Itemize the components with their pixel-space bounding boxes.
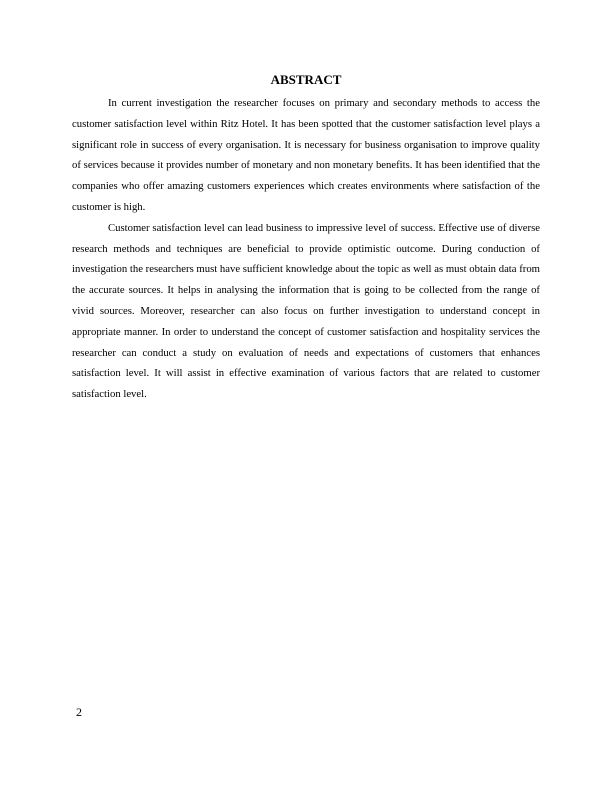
abstract-heading: ABSTRACT [270,72,342,87]
page-number: 2 [76,705,82,719]
abstract-paragraph-2: Customer satisfaction level can lead business to impressive level of success. Effective use of diverse research methods and techniques are beneficial to provide optimistic outcome. During conduction of investigation the researchers must have sufficient knowledge about the topic as well as must obtain data from the accurate sources. It helps in analysing the information that is going to be collected from the range of vivid sources. Moreover, researcher can also focus on further investigation to understand concept in appropriate manner. In order to understand the concept of customer satisfaction and hospitality services the researcher can conduct a study on evaluation of needs and expectations of customers that enhances satisfaction level. It will assist in effective examination of various factors that are related to customer satisfaction level. [72,221,540,401]
abstract-body [72,93,540,405]
abstract-paragraph-1: In current investigation the researcher focuses on primary and secondary methods to access the customer satisfaction level within Ritz Hotel. It has been spotted that the customer satisfaction level plays a significant role in success of every organisation. It is necessary for business organisation to improve quality of services because it provides number of monetary and non monetary benefits. It has been identified that the companies who offer amazing customers experiences which creates environments where satisfaction of the customer is high. [72,97,540,213]
